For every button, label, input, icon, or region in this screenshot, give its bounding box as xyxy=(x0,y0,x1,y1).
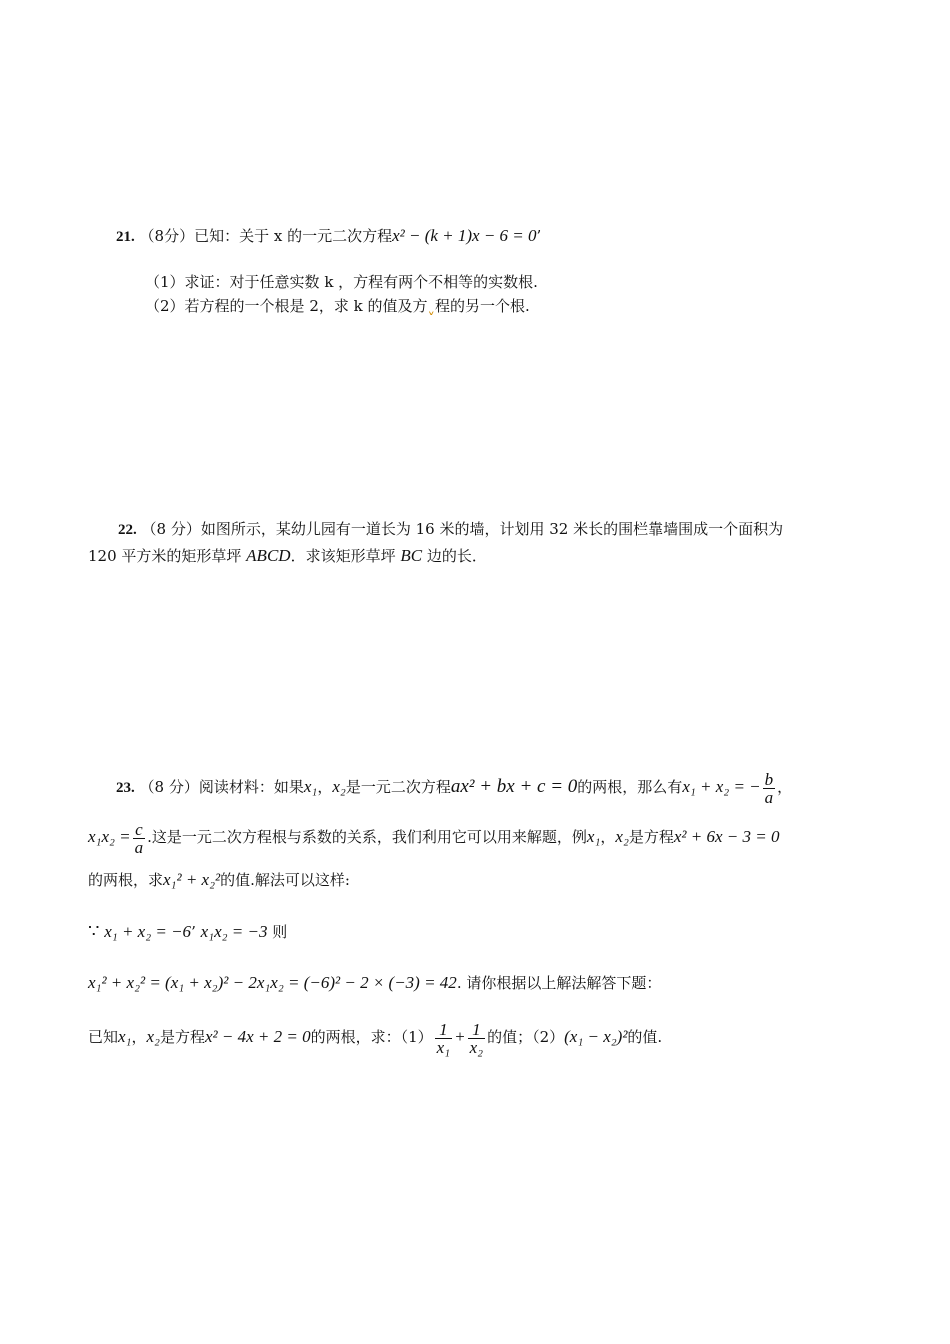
q22-text2a: 120 平方米的矩形草坪 xyxy=(88,547,247,565)
because-symbol-icon: ∵ xyxy=(88,921,100,942)
q23-comma: ， xyxy=(317,778,333,796)
q23-l6a: 已知 xyxy=(88,1028,119,1046)
q21-trail: ’ xyxy=(536,227,542,245)
pen-mark-icon: ˬ xyxy=(427,297,435,315)
q23-diff-sq: (x₁ − x₂)² xyxy=(564,1027,628,1046)
q23-prod-val: x₁x₂ = −3 xyxy=(200,922,268,941)
q23-prod-lhs: x₁x₂ = xyxy=(88,827,131,846)
q23-line5 xyxy=(88,973,661,993)
q23-l1b: 是一元二次方程 xyxy=(345,778,451,796)
frac-num-1a: 1 xyxy=(435,1021,452,1039)
q23-line1 xyxy=(116,770,792,806)
q23-line2 xyxy=(88,820,780,856)
q23-line4 xyxy=(88,922,287,942)
frac-den-x1: x₁ xyxy=(436,1037,451,1057)
q22-rect-name: ABCD xyxy=(246,546,291,565)
q23-line6 xyxy=(88,1020,662,1056)
q23-x2b: x₂ xyxy=(615,827,629,846)
q23-sum-val: x₁ + x₂ = −6 xyxy=(104,922,192,941)
q23-x2: x₂ xyxy=(332,777,346,796)
q23-then: 则 xyxy=(272,923,288,941)
q23-x1c: x₁ xyxy=(118,1027,132,1046)
q21-part2-a: （2）若方程的一个根是 2，求 k 的值及方 xyxy=(145,297,428,315)
q22-number: 22. xyxy=(118,522,137,538)
q21-line xyxy=(116,226,541,247)
q23-sum-lhs: x₁ + x₂ = − xyxy=(682,777,761,796)
q23-l6c: 的两根，求：（1） xyxy=(310,1028,433,1046)
q22-text2b: ．求该矩形草坪 xyxy=(290,547,401,565)
frac-num-b: b xyxy=(764,769,774,789)
q22-text1: （8 分）如图所示，某幼儿园有一道长为 16 米的墙，计划用 32 米长的围栏靠墙围成一个面积为 xyxy=(141,520,784,538)
q23-x1: x₁ xyxy=(303,777,318,796)
q21-intro: （8分）已知：关于 x 的一元二次方程 xyxy=(139,227,393,245)
q23-example-eq: x² + 6x − 3 = 0 xyxy=(673,827,780,846)
q23-general-eq: ax² + bx + c = 0 xyxy=(450,776,578,797)
frac-num-c: c xyxy=(133,821,146,839)
q23-b-over-a xyxy=(763,771,776,806)
q22-side-name: BC xyxy=(400,546,423,565)
q23-derivation: x₁² + x₂² = (x₁ + x₂)² − 2x₁x₂ = (−6)² − 2 × (−3) = 42 xyxy=(88,973,457,992)
q23-one-over-x2 xyxy=(468,1021,485,1056)
q23-l2b: 是方程 xyxy=(628,828,674,846)
q23-l6d: 的值；（2） xyxy=(487,1028,565,1046)
q23-l6e: 的值. xyxy=(627,1028,663,1046)
q23-comma3: ， xyxy=(131,1028,147,1046)
q23-task-eq: x² − 4x + 2 = 0 xyxy=(204,1027,311,1046)
q23-l3a: 的两根，求 xyxy=(88,871,164,889)
q22-line2 xyxy=(88,546,487,566)
q23-plus: + xyxy=(454,1027,466,1046)
q23-l5: 请你根据以上解法解答下题： xyxy=(466,974,662,992)
frac-den-a2: a xyxy=(134,837,144,857)
q23-x2c: x₂ xyxy=(146,1027,160,1046)
q21-equation: x² − (k + 1)x − 6 = 0 xyxy=(392,226,537,245)
q22-line1 xyxy=(118,519,783,540)
q23-number: 23. xyxy=(116,780,135,796)
q21-part2 xyxy=(145,296,530,316)
q23-squares: x₁² + x₂² xyxy=(163,870,221,889)
frac-num-1b: 1 xyxy=(468,1021,485,1039)
q23-c-over-a xyxy=(133,821,146,856)
q21-part1: （1）求证：对于任意实数 k ，方程有两个不相等的实数根. xyxy=(145,273,538,291)
q23-l1c: 的两根，那么有 xyxy=(577,778,683,796)
q23-one-over-x1 xyxy=(435,1021,452,1056)
q23-l3b: 的值.解法可以这样: xyxy=(220,871,350,889)
q23-l6b: 是方程 xyxy=(159,1028,205,1046)
q23-l1-end: ， xyxy=(777,778,793,796)
q23-line3 xyxy=(88,870,350,890)
q23-l2a: .这是一元二次方程根与系数的关系，我们利用它可以用来解题，例 xyxy=(147,828,587,846)
q21-part2-b: 程的另一个根. xyxy=(434,297,530,315)
q23-mid-comma: ’ xyxy=(191,923,196,941)
q23-x1b: x₁ xyxy=(586,827,601,846)
q23-comma2: ， xyxy=(600,828,616,846)
frac-den-a: a xyxy=(764,787,774,807)
q22-text2c: 边的长． xyxy=(422,547,487,565)
q23-l1a: （8 分）阅读材料：如果 xyxy=(139,778,304,796)
q23-dot: . xyxy=(456,974,462,992)
frac-den-x2: x₂ xyxy=(469,1037,484,1057)
q21-number: 21. xyxy=(116,229,135,245)
